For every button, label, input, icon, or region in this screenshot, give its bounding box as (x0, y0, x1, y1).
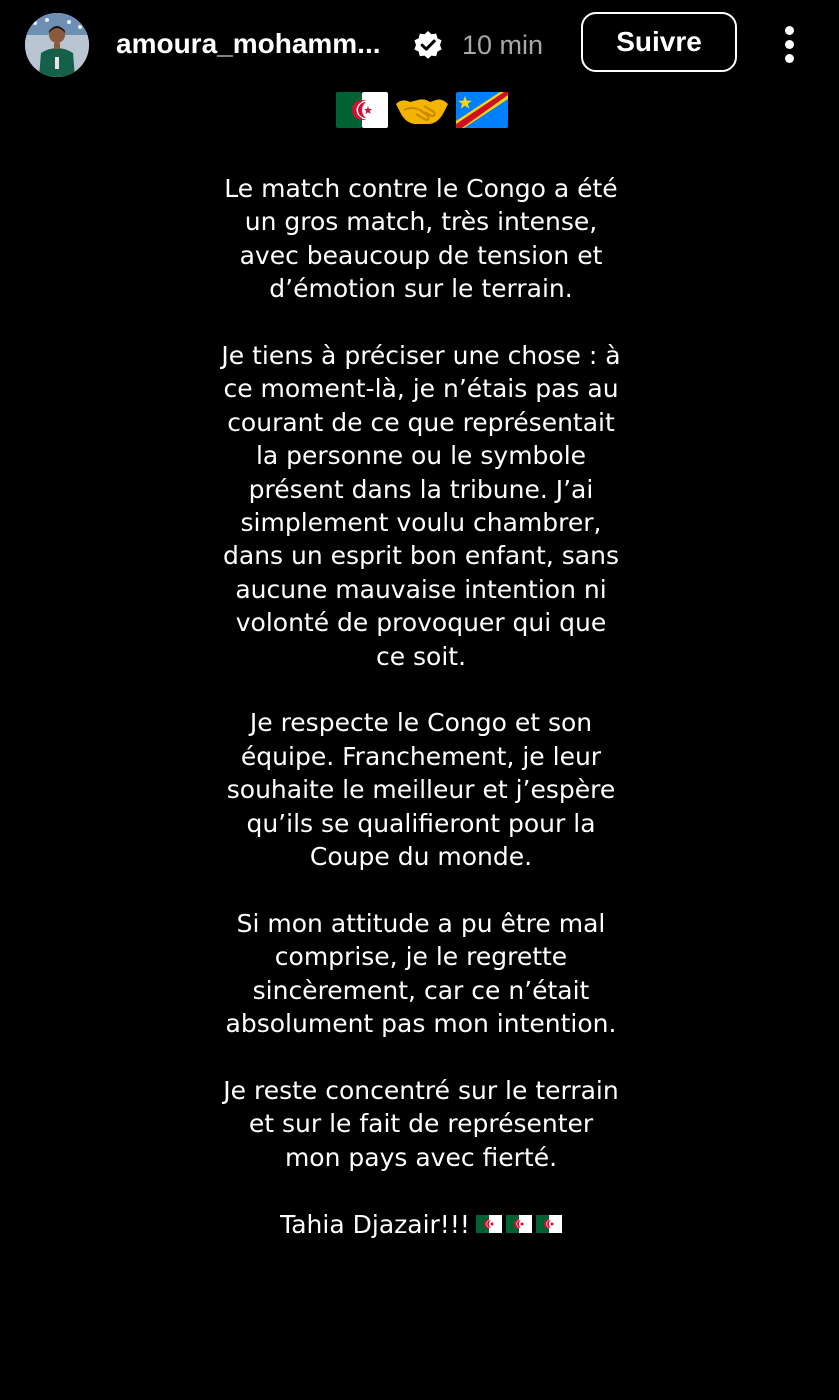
profile-avatar[interactable] (25, 13, 89, 77)
story-closing: Tahia Djazair!!! (280, 1209, 470, 1239)
story-paragraph: Si mon attitude a pu être mal comprise, je le regrette sincèrement, car ce n’était absolument pas mon intention. (225, 908, 617, 1039)
closing-wrapper (280, 1208, 562, 1241)
closing-flags (476, 1214, 562, 1234)
algeria-flag-icon (476, 1214, 502, 1234)
more-dot (785, 40, 794, 49)
story-closing-line (220, 1208, 622, 1241)
dr-congo-flag-icon (456, 90, 508, 130)
story-paragraph: Je reste concentré sur le terrain et sur le fait de représenter mon pays avec fierté. (223, 1075, 619, 1172)
more-dot (785, 54, 794, 63)
verified-check-icon (413, 30, 443, 60)
emoji-header (336, 88, 508, 132)
story-paragraph: Le match contre le Congo a été un gros match, très intense, avec beaucoup de tension et d’émotion sur le terrain. (224, 174, 618, 304)
story-paragraph: Je tiens à préciser une chose : à ce moment-là, je n’étais pas au courant de ce que représentait la personne ou le symbole présent dans la tribune. J’ai simplement voulu chambrer, dans un esprit bon enfant, sans aucune mauvaise intention ni volonté de provoquer qui que ce soit. (221, 341, 621, 671)
avatar-image (25, 13, 89, 77)
username[interactable]: amoura_mohamm... (116, 28, 381, 59)
follow-button[interactable]: Suivre (581, 12, 737, 72)
more-vertical-icon[interactable] (770, 18, 810, 70)
more-dot (785, 26, 794, 35)
algeria-flag-icon (506, 1214, 532, 1234)
story-header (0, 0, 839, 90)
handshake-icon (394, 90, 450, 130)
algeria-flag-icon (336, 90, 388, 130)
story-timestamp: 10 min (462, 30, 544, 60)
story-paragraph: Je respecte le Congo et son équipe. Franchement, je leur souhaite le meilleur et j’espère qu’ils se qualifieront pour la Coupe du monde. (226, 708, 616, 872)
algeria-flag-icon (536, 1214, 562, 1234)
story-text (220, 172, 622, 1241)
